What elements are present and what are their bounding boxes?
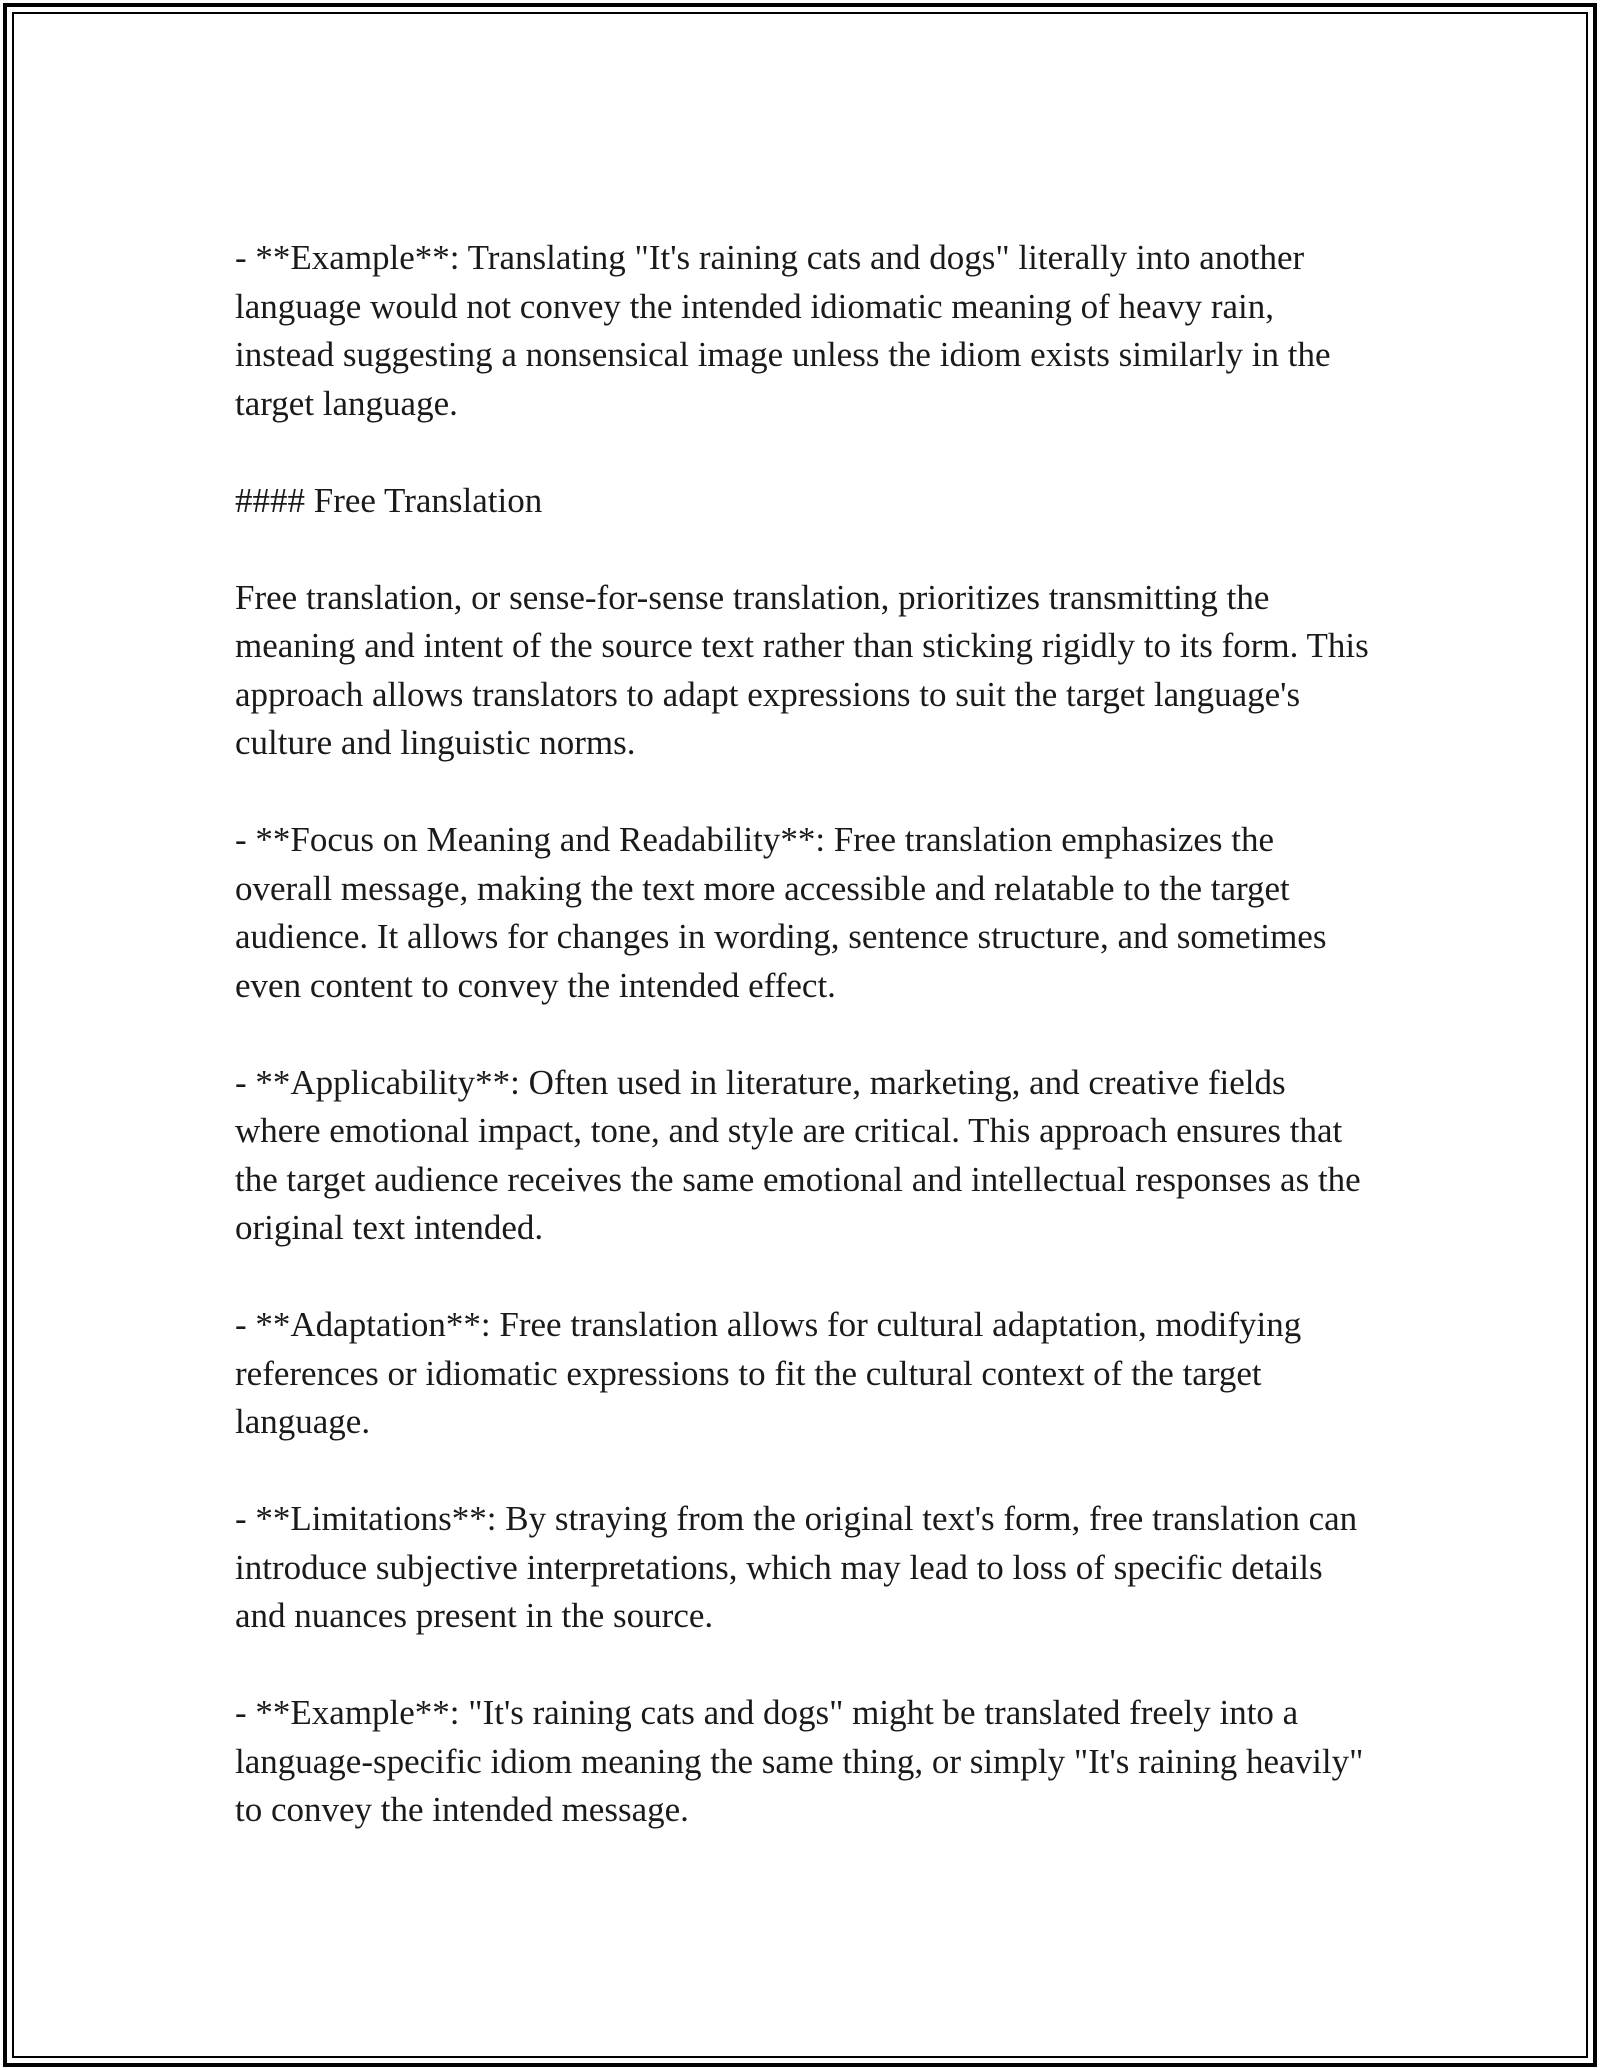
example-literal-paragraph: - **Example**: Translating "It's raining cats and dogs" literally into another language would not convey the intended idiomatic meaning of heavy rain, instead suggesting a nonsensical image unless the idiom exists similarly in the target language. <box>235 238 1331 423</box>
adaptation-item: - **Adaptation**: Free translation allows for cultural adaptation, modifying references or idiomatic expressions to fit the cultural context of the target language. <box>235 1305 1302 1441</box>
focus-on-meaning-item: - **Focus on Meaning and Readability**: Free translation emphasizes the overall message, making the text more accessible and relatable to the target audience. It allows for changes in wording, sentence structure, and sometimes even content to convey the intended effect. <box>235 820 1327 1005</box>
free-translation-intro-paragraph: Free translation, or sense-for-sense translation, prioritizes transmitting the meaning and intent of the source text rather than sticking rigidly to its form. This approach allows translators to adapt expressions to suit the target language's culture and linguistic norms. <box>235 577 1369 762</box>
section-heading-free-translation: #### Free Translation <box>235 480 543 520</box>
limitations-item: - **Limitations**: By straying from the original text's form, free translation can introduce subjective interpretations, which may lead to loss of specific details and nuances present in the source. <box>235 1499 1358 1635</box>
example-free-paragraph: - **Example**: "It's raining cats and dogs" might be translated freely into a language-specific idiom meaning the same thing, or simply "It's raining heavily" to convey the intended message. <box>235 1693 1364 1829</box>
document-body <box>235 234 1375 1835</box>
applicability-item: - **Applicability**: Often used in literature, marketing, and creative fields where emotional impact, tone, and style are critical. This approach ensures that the target audience receives the same emotional and intellectual responses as the original text intended. <box>235 1062 1361 1247</box>
